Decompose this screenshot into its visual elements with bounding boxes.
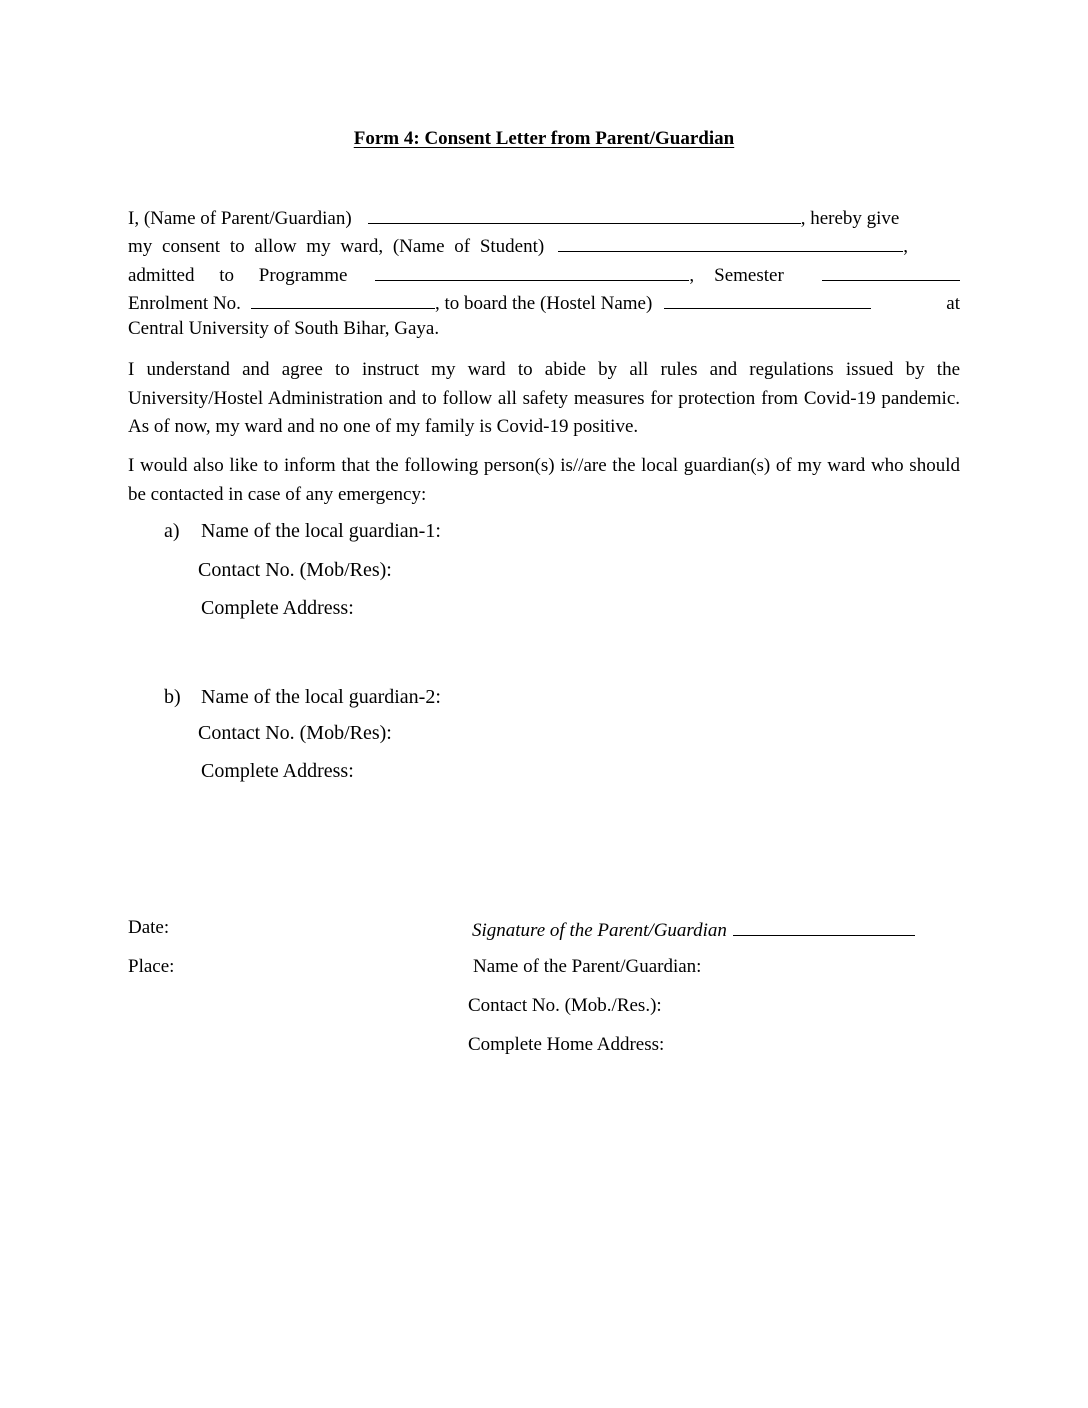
consent-line-2 (128, 233, 960, 261)
semester-field[interactable] (822, 262, 960, 281)
university-text: Central University of South Bihar, Gaya. (128, 318, 440, 339)
semester-label: Semester (714, 265, 784, 286)
parent-name-label: I, (Name of Parent/Guardian) (128, 208, 352, 229)
date-label: Date: (128, 917, 170, 938)
consent-line-3 (128, 262, 960, 290)
parent-name-field[interactable] (368, 205, 801, 224)
guardian-1-address-label: Complete Address: (201, 597, 354, 619)
enrolment-label: Enrolment No. (128, 293, 241, 314)
form-title: Form 4: Consent Letter from Parent/Guardian (353, 128, 735, 149)
contact-footer-label: Contact No. (Mob./Res.): (468, 995, 662, 1016)
consent-line-5 (128, 318, 960, 346)
student-name-label: my consent to allow my ward, (Name of Student) (128, 236, 545, 257)
guardian-2-address-label: Complete Address: (201, 760, 354, 782)
agreement-paragraph: I understand and agree to instruct my ward to abide by all rules and regulations issued by the University/Hostel Administration and to follow all safety measures for protection from Covid-19 pandemic. As of now, my ward and no one of my family is Covid-19 positive. (128, 359, 960, 437)
consent-line-4 (128, 290, 960, 318)
enrolment-field[interactable] (251, 290, 435, 309)
guardian-1-name-label: Name of the local guardian-1: (201, 520, 441, 542)
guardian-2-name-label: Name of the local guardian-2: (201, 686, 441, 708)
programme-label: admitted to Programme (128, 265, 348, 286)
home-address-label: Complete Home Address: (468, 1034, 665, 1055)
signature-row (472, 917, 915, 942)
guardian-2-marker: b) (164, 686, 181, 708)
hostel-name-field[interactable] (664, 290, 871, 309)
guardian-1-marker: a) (164, 520, 180, 542)
parent-name-footer-label: Name of the Parent/Guardian: (473, 956, 702, 977)
guardian-2-contact-label: Contact No. (Mob/Res): (198, 722, 392, 744)
place-label: Place: (128, 956, 175, 977)
programme-field[interactable] (375, 262, 689, 281)
signature-label: Signature of the Parent/Guardian (472, 920, 727, 941)
at-text: at (946, 293, 960, 314)
signature-field[interactable] (733, 917, 915, 936)
student-name-field[interactable] (558, 233, 903, 252)
hostel-label: , to board the (Hostel Name) (434, 293, 653, 314)
comma-text: , (689, 265, 695, 286)
comma-text: , (903, 236, 908, 257)
consent-line-1 (128, 205, 960, 233)
guardian-1-contact-label: Contact No. (Mob/Res): (198, 559, 392, 581)
local-guardian-intro: I would also like to inform that the following person(s) is//are the local guardian(s) of my ward who should be contacted in case of any emergency: (128, 455, 960, 505)
hereby-give-text: , hereby give (800, 208, 900, 229)
